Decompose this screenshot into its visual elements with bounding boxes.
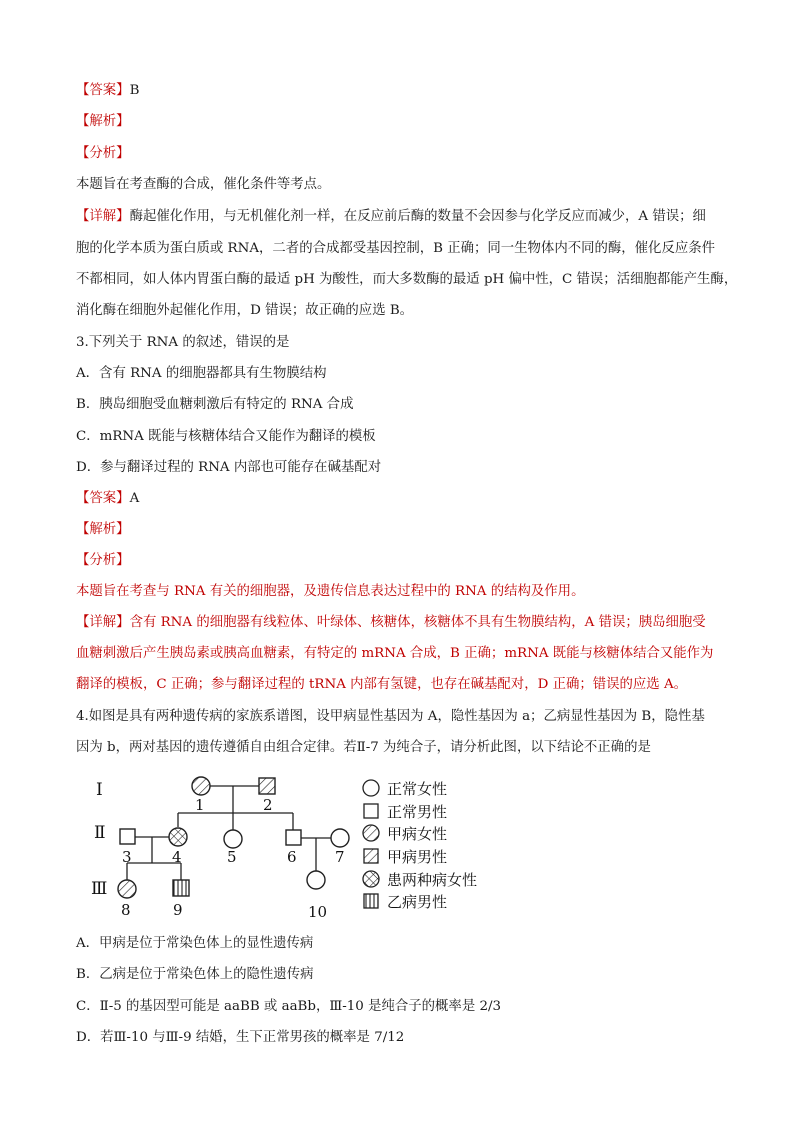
analysis-text: 本题旨在考查酶的合成，催化条件等考点。 xyxy=(76,177,331,192)
detail-line: 翻译的模板，C 正确；参与翻译过程的 tRNA 内部有氢键，也存在碱基配对，D 正确；错误的应选 A。 xyxy=(76,677,688,692)
legend-jia-female-symbol xyxy=(363,825,379,841)
legend-label: 患两种病女性 xyxy=(387,871,478,889)
fenxi-heading: 【分析】 xyxy=(76,146,130,161)
legend-label: 正常女性 xyxy=(387,780,448,798)
individual-4-both-diseases-female xyxy=(169,828,187,846)
individual-6-normal-male xyxy=(286,830,301,845)
legend-label: 甲病女性 xyxy=(387,825,448,843)
option-a: A．含有 RNA 的细胞器都具有生物膜结构 xyxy=(76,366,327,381)
individual-number: 10 xyxy=(308,903,328,921)
individual-5-normal-female xyxy=(224,830,242,848)
individual-9-yi-male xyxy=(173,880,189,896)
detail-text: 酶起催化作用，与无机催化剂一样，在反应前后酶的数量不会因参与化学反应而减少，A 错误；细 xyxy=(129,209,706,224)
detail-text: 含有 RNA 的细胞器有线粒体、叶绿体、核糖体，核糖体不具有生物膜结构，A 错误；胰岛细胞受 xyxy=(129,615,706,630)
individual-number: 7 xyxy=(335,848,345,866)
detail-line: 消化酶在细胞外起催化作用，D 错误；故正确的应选 B。 xyxy=(76,303,414,318)
individual-2-affected-male xyxy=(259,778,275,794)
individual-10-normal-female xyxy=(307,871,325,889)
jiexi-heading: 【解析】 xyxy=(76,114,130,129)
generation-label: Ⅲ xyxy=(91,879,108,899)
legend-both-female-symbol xyxy=(363,871,379,887)
option-b: B．乙病是位于常染色体上的隐性遗传病 xyxy=(76,967,314,982)
detail-tag: 【详解】 xyxy=(76,209,130,224)
question-stem: 4.如图是具有两种遗传病的家族系谱图，设甲病显性基因为 A，隐性基因为 a；乙病显性基因为 B，隐性基 xyxy=(76,709,705,724)
individual-number: 3 xyxy=(122,848,132,866)
individual-number: 6 xyxy=(287,848,297,866)
pedigree-legend xyxy=(387,780,477,911)
option-d: D．若Ⅲ-10 与Ⅲ-9 结婚，生下正常男孩的概率是 7/12 xyxy=(76,1030,405,1045)
individual-1-affected-female xyxy=(192,777,210,795)
individual-3-normal-male xyxy=(120,829,135,844)
individual-8-affected-female xyxy=(118,880,136,898)
legend-jia-male-symbol xyxy=(364,849,378,863)
option-c: C．Ⅱ-5 的基因型可能是 aaBB 或 aaBb，Ⅲ-10 是纯合子的概率是 2/3 xyxy=(76,999,502,1014)
individual-number: 4 xyxy=(172,848,182,866)
individual-number: 9 xyxy=(173,901,183,919)
option-c: C．mRNA 既能与核糖体结合又能作为翻译的模板 xyxy=(76,429,376,444)
legend-normal-female-symbol xyxy=(363,780,379,796)
analysis-text: 本题旨在考查与 RNA 有关的细胞器，及遗传信息表达过程中的 RNA 的结构及作用。 xyxy=(76,584,585,599)
legend-label: 正常男性 xyxy=(387,803,448,821)
legend-yi-male-symbol xyxy=(364,894,378,908)
answer-tag: 【答案】 xyxy=(76,83,130,98)
jiexi-heading: 【解析】 xyxy=(76,522,130,537)
detail-line: 血糖刺激后产生胰岛素或胰高血糖素，有特定的 mRNA 合成，B 正确；mRNA 既能与核糖体结合又能作为 xyxy=(76,646,714,661)
individual-number: 5 xyxy=(227,848,237,866)
detail-line: 胞的化学本质为蛋白质或 RNA，二者的合成都受基因控制，B 正确；同一生物体内不同的酶，催化反应条件 xyxy=(76,241,716,256)
answer-value: A xyxy=(129,491,140,506)
fenxi-heading: 【分析】 xyxy=(76,553,130,568)
generation-label: Ⅱ xyxy=(94,823,106,843)
option-b: B．胰岛细胞受血糖刺激后有特定的 RNA 合成 xyxy=(76,397,354,412)
legend-label: 乙病男性 xyxy=(387,893,448,911)
option-a: A．甲病是位于常染色体上的显性遗传病 xyxy=(76,936,314,951)
detail-line: 不都相同，如人体内胃蛋白酶的最适 pH 为酸性，而大多数酶的最适 pH 偏中性，C 错误；活细胞都能产生酶， xyxy=(76,272,738,287)
answer-tag: 【答案】 xyxy=(76,491,130,506)
legend-label: 甲病男性 xyxy=(387,848,448,866)
detail-tag: 【详解】 xyxy=(76,615,130,630)
option-d: D．参与翻译过程的 RNA 内部也可能存在碱基配对 xyxy=(76,460,382,475)
legend-normal-male-symbol xyxy=(364,804,378,818)
individual-number: 1 xyxy=(195,796,205,814)
individual-number: 2 xyxy=(263,796,273,814)
question-stem: 3.下列关于 RNA 的叙述，错误的是 xyxy=(76,335,290,350)
answer-value: B xyxy=(129,83,140,98)
individual-number: 8 xyxy=(121,901,131,919)
individual-7-normal-female xyxy=(331,829,349,847)
generation-label: Ⅰ xyxy=(96,780,103,800)
question-stem: 因为 b，两对基因的遗传遵循自由组合定律。若Ⅱ-7 为纯合子，请分析此图，以下结论不正确的是 xyxy=(76,740,651,755)
